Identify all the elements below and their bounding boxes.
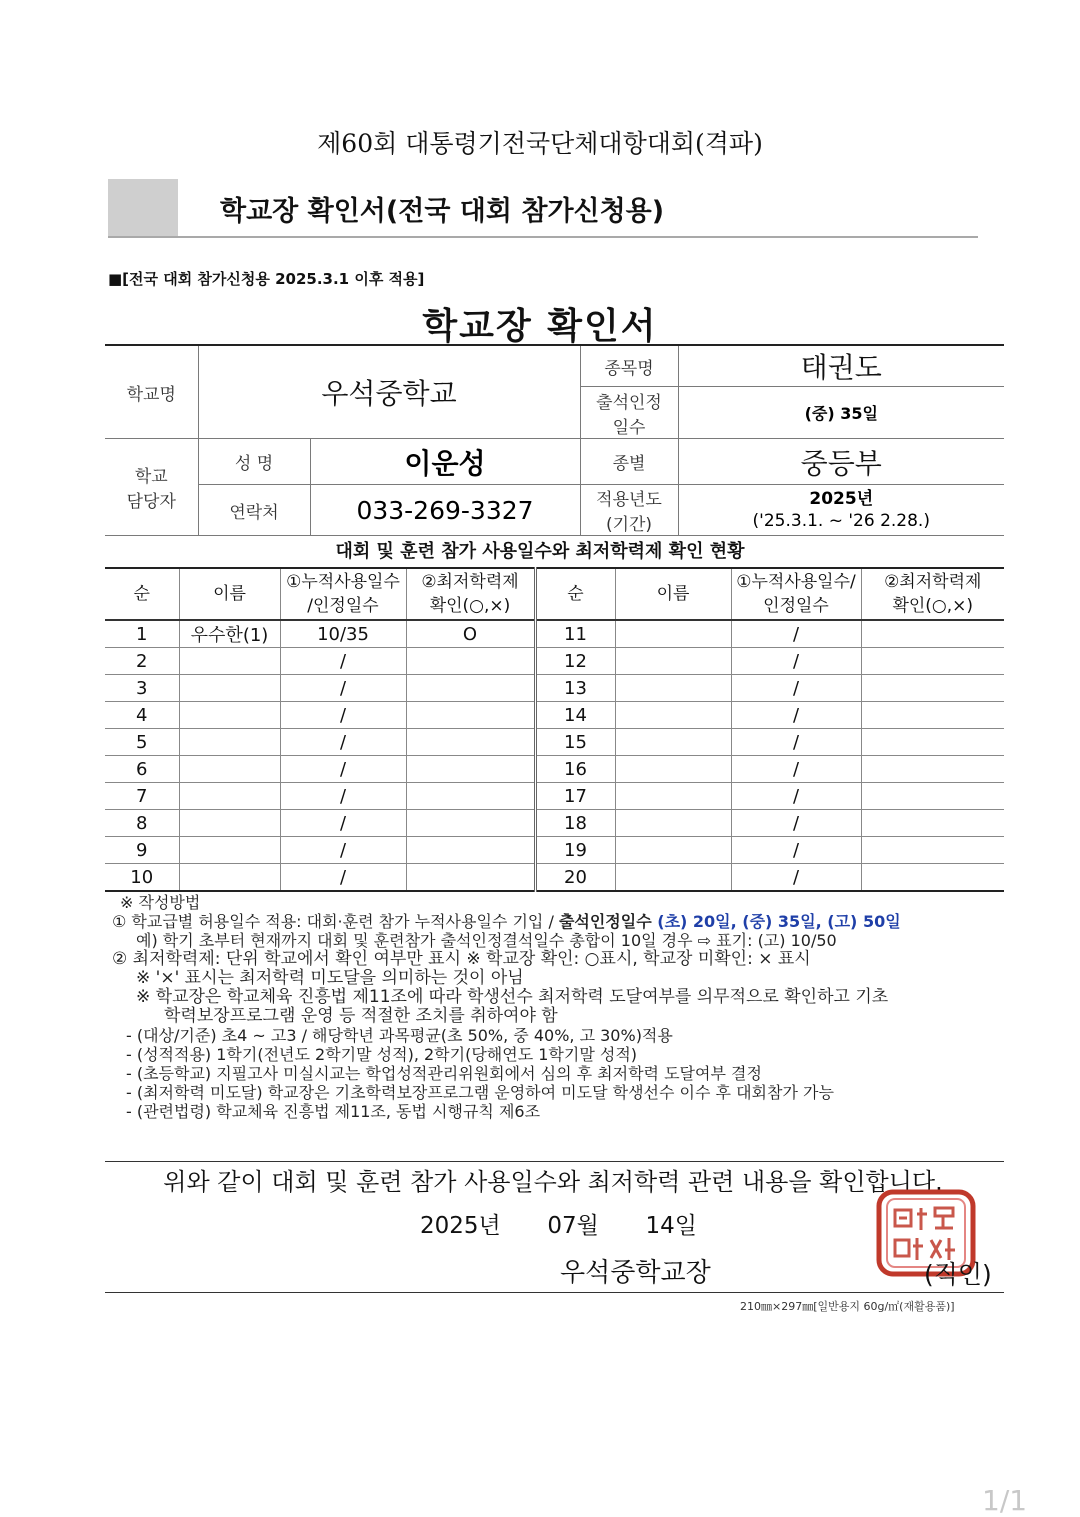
method-item-2-note-3: 학력보장프로그램 운영 등 적절한 조치를 취하여야 함: [164, 1006, 558, 1026]
cell-days: /: [731, 756, 861, 783]
table-row: [105, 810, 1004, 837]
method-item-2-note-1: ※ '×' 표시는 최저학력 미도달을 의미하는 것이 아님: [136, 968, 524, 988]
cell-no: 9: [105, 837, 179, 864]
cell-name: [615, 837, 731, 864]
cell-name: [615, 702, 731, 729]
cell-name: [615, 675, 731, 702]
applies-note: ■[전국 대회 참가신청용 2025.3.1 이후 적용]: [108, 270, 425, 288]
cell-days: /: [731, 675, 861, 702]
cell-check: O: [406, 620, 535, 648]
doc-title: 학교장 확인서(전국 대회 참가신청용): [220, 196, 665, 227]
cell-days: /: [280, 729, 406, 756]
cell-name: [179, 837, 280, 864]
table-row: [105, 648, 1004, 675]
cell-days: /: [280, 648, 406, 675]
cell-no: 10: [105, 864, 179, 892]
col-grade-header-right-line1: ②최저학력제: [884, 572, 982, 592]
date-year: 2025년: [420, 1213, 501, 1239]
method-bullet: - (성적적용) 1학기(전년도 2학기말 성적), 2학기(당해연도 1학기말 성적): [126, 1045, 638, 1064]
method-item-2-note-2: ※ 학교장은 학교체육 진흥법 제11조에 따라 학생선수 최저학력 도달여부를 의무적으로 확인하고 기초: [136, 987, 889, 1007]
cell-days: 10/35: [280, 620, 406, 648]
manager-label: [105, 439, 198, 536]
cell-name: [615, 783, 731, 810]
table-row: [105, 729, 1004, 756]
cell-days: /: [731, 620, 861, 648]
cell-days: /: [731, 783, 861, 810]
table-row: [105, 675, 1004, 702]
cell-check: [406, 648, 535, 675]
sport-label: 종목명: [580, 345, 678, 387]
event-title: 제60회 대통령기전국단체대항대회(격파): [317, 129, 763, 158]
method-bullet: - (최저학력 미도달) 학교장은 기초학력보장프로그램 운영하여 미도달 학생선수 이수 후 대회참가 가능: [126, 1083, 834, 1102]
cell-days: /: [280, 864, 406, 892]
cell-days: /: [731, 702, 861, 729]
col-grade-header-line1: ②최저학력제: [421, 572, 519, 592]
col-days-header: [280, 568, 406, 620]
cell-name: [615, 620, 731, 648]
method-bullet: - (관련법령) 학교체육 진흥법 제11조, 동법 시행규칙 제6조: [126, 1102, 541, 1121]
cell-name: [179, 729, 280, 756]
cell-name: [615, 864, 731, 892]
cell-name: [179, 648, 280, 675]
cell-no: 6: [105, 756, 179, 783]
cell-check: [861, 783, 1004, 810]
issue-date: [420, 1207, 697, 1240]
col-days-header-right: [731, 568, 861, 620]
cell-days: /: [731, 864, 861, 892]
contact-label: 연락처: [198, 485, 310, 536]
cell-days: /: [280, 837, 406, 864]
cell-days: /: [731, 648, 861, 675]
year-value: [678, 485, 1004, 536]
cell-no: 15: [535, 729, 615, 756]
cell-no: 3: [105, 675, 179, 702]
principal-title: 우석중학교장: [560, 1258, 711, 1288]
cell-check: [406, 864, 535, 892]
title-bar-accent: [108, 179, 178, 236]
division-label: 종별: [580, 439, 678, 485]
date-month: 07월: [547, 1213, 599, 1239]
cell-check: [861, 675, 1004, 702]
cell-no: 13: [535, 675, 615, 702]
cell-name: [179, 810, 280, 837]
cell-name: [179, 702, 280, 729]
cell-no: 14: [535, 702, 615, 729]
method-bullet: - (초등학교) 지필고사 미실시교는 학업성적관리위원회에서 심의 후 최저학력 도달여부 결정: [126, 1064, 762, 1083]
col-days-header-line2: /인정일수: [307, 596, 379, 616]
year-label: [580, 485, 678, 536]
cell-check: [406, 702, 535, 729]
method-notes: [112, 893, 1020, 1121]
doc-title-bar: [108, 179, 978, 238]
attendance-label-line2: 일수: [612, 417, 646, 438]
manager-label-line2: 담당자: [126, 492, 176, 512]
cell-days: /: [280, 756, 406, 783]
cell-no: 18: [535, 810, 615, 837]
col-grade-header-right-line2: 확인(○,×): [892, 596, 974, 616]
attendance-value: (중) 35일: [678, 387, 1004, 439]
table-row: [105, 620, 1004, 648]
section-title: 대회 및 훈련 참가 사용일수와 최저학력제 확인 현황: [335, 541, 745, 562]
cell-days: /: [731, 810, 861, 837]
date-day: 14일: [645, 1213, 698, 1239]
cell-no: 4: [105, 702, 179, 729]
table-row: [105, 864, 1004, 892]
col-days-header-right-line2: 인정일수: [763, 596, 829, 616]
col-days-header-right-line1: ①누적사용일수/: [736, 572, 856, 592]
cell-check: [406, 837, 535, 864]
cell-name: [615, 756, 731, 783]
cell-no: 11: [535, 620, 615, 648]
method-bullet: - (대상/기준) 초4 ~ 고3 / 해당학년 과목평균(초 50%, 중 40%, 고 30%)적용: [126, 1026, 673, 1045]
col-no-header: 순: [105, 568, 179, 620]
table-row: [105, 783, 1004, 810]
year-value-line: 2025년: [809, 489, 874, 509]
cell-check: [861, 864, 1004, 892]
sport-value: 태권도: [678, 345, 1004, 387]
method-title: ※ 작성방법: [120, 893, 201, 912]
cell-name: [615, 648, 731, 675]
cell-name: [179, 675, 280, 702]
period-value-line: ('25.3.1. ~ '26 2.28.): [752, 511, 930, 531]
cell-no: 12: [535, 648, 615, 675]
cell-check: [406, 810, 535, 837]
col-name-header: 이름: [179, 568, 280, 620]
cell-name: [179, 756, 280, 783]
method-item-1-text: ① 학교급별 허용일수 적용: 대회·훈련 참가 누적사용일수 기입 /: [112, 912, 559, 931]
table-body: [105, 620, 1004, 891]
paper-spec: 210㎜×297㎜[일반용지 60g/㎡(재활용품)]: [740, 1300, 955, 1313]
cell-check: [861, 810, 1004, 837]
method-item-1: [112, 912, 1020, 931]
name-value: 이운성: [310, 439, 580, 485]
cell-name: [615, 810, 731, 837]
table-row: [105, 837, 1004, 864]
cell-name: [179, 864, 280, 892]
cell-days: /: [280, 810, 406, 837]
seal-label: (직인): [924, 1260, 992, 1289]
division-value: 중등부: [678, 439, 1004, 485]
cell-no: 5: [105, 729, 179, 756]
cell-days: /: [280, 783, 406, 810]
table-header-row: [105, 568, 1004, 620]
cell-check: [861, 729, 1004, 756]
col-name-header-right: 이름: [615, 568, 731, 620]
col-no-header-right: 순: [535, 568, 615, 620]
cell-no: 19: [535, 837, 615, 864]
page-number: 1/1: [982, 1484, 1028, 1517]
table-row: [105, 756, 1004, 783]
cell-no: 2: [105, 648, 179, 675]
cell-days: /: [280, 702, 406, 729]
attendance-label: [580, 387, 678, 439]
cell-check: [406, 675, 535, 702]
method-item-1-example: 예) 학기 초부터 현재까지 대회 및 훈련참가 출석인정결석일수 총합이 10일 경우 ⇨ 표기: (고) 10/50: [136, 931, 837, 950]
cell-days: /: [280, 675, 406, 702]
col-grade-header-right: [861, 568, 1004, 620]
cell-no: 16: [535, 756, 615, 783]
table-row: [105, 702, 1004, 729]
cell-check: [861, 756, 1004, 783]
cell-check: [861, 837, 1004, 864]
cell-name: 우수한(1): [179, 620, 280, 648]
cell-check: [861, 702, 1004, 729]
col-grade-header-line2: 확인(○,×): [429, 596, 511, 616]
method-item-1-highlight: (초) 20일, (중) 35일, (고) 50일: [657, 912, 901, 931]
school-value: 우석중학교: [198, 345, 580, 439]
cell-no: 8: [105, 810, 179, 837]
year-label-line2: (기간): [605, 515, 653, 535]
usage-table: [105, 567, 1004, 892]
divider: [105, 1292, 1004, 1293]
info-table: [105, 344, 1004, 536]
year-label-line1: 적용년도: [596, 490, 662, 510]
cell-no: 17: [535, 783, 615, 810]
col-days-header-line1: ①누적사용일수: [286, 572, 400, 592]
confirm-statement: 위와 같이 대회 및 훈련 참가 사용일수와 최저학력 관련 내용을 확인합니다.: [163, 1168, 943, 1196]
manager-label-line1: 학교: [134, 467, 168, 487]
col-grade-header: [406, 568, 535, 620]
cell-check: [406, 756, 535, 783]
cell-check: [861, 648, 1004, 675]
form-title: 학교장 확인서: [422, 306, 658, 347]
attendance-label-line1: 출석인정: [596, 392, 662, 413]
method-item-2: ② 최저학력제: 단위 학교에서 확인 여부만 표시 ※ 학교장 확인: ○표시, 학교장 미확인: × 표시: [112, 949, 811, 969]
cell-name: [179, 783, 280, 810]
cell-days: /: [731, 729, 861, 756]
name-label: 성 명: [198, 439, 310, 485]
contact-value: 033-269-3327: [310, 485, 580, 536]
cell-check: [406, 783, 535, 810]
cell-no: 1: [105, 620, 179, 648]
cell-days: /: [731, 837, 861, 864]
cell-no: 20: [535, 864, 615, 892]
cell-check: [861, 620, 1004, 648]
cell-name: [615, 729, 731, 756]
cell-no: 7: [105, 783, 179, 810]
cell-check: [406, 729, 535, 756]
school-label: 학교명: [105, 345, 198, 439]
method-item-1-bold: 출석인정일수: [558, 912, 658, 931]
